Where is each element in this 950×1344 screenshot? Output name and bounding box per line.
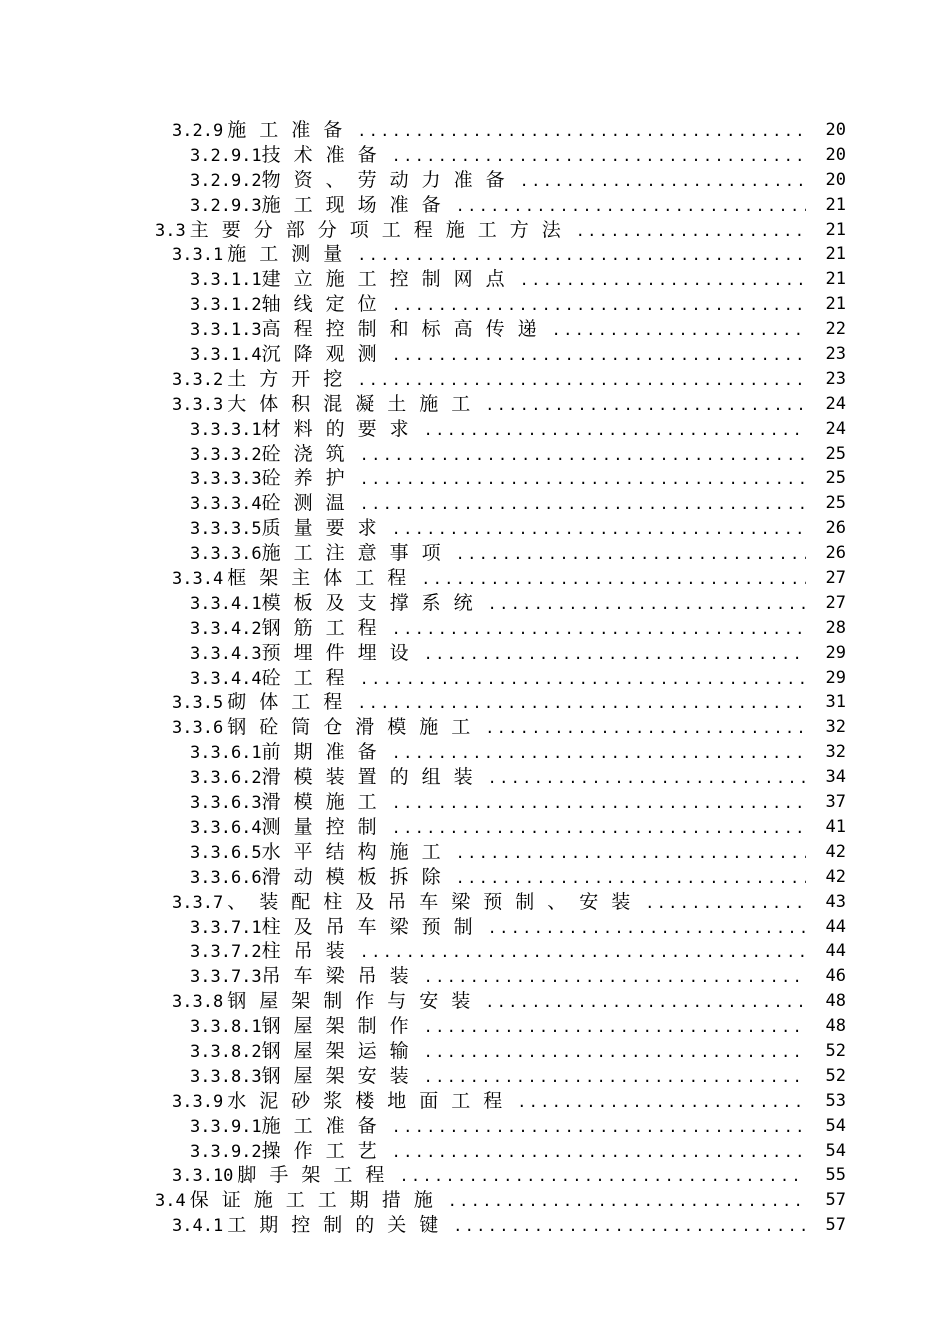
toc-entry-number: 3.3.4 xyxy=(172,569,224,590)
toc-entry-number: 3.3.6.3 xyxy=(190,793,262,814)
toc-entry-number: 3.3.6 xyxy=(172,718,224,739)
toc-dot-leader xyxy=(360,467,806,492)
toc-entry-line xyxy=(172,690,806,716)
toc-entry-title: 钢筋工程 xyxy=(261,616,390,639)
toc-entry-number: 3.3.4.2 xyxy=(190,618,262,639)
toc-entry[interactable] xyxy=(0,616,950,641)
toc-entry-number: 3.3.3.4 xyxy=(190,494,262,515)
toc-entry-page-number: 27 xyxy=(825,568,846,589)
toc-entry-title: 操作工艺 xyxy=(261,1139,390,1162)
toc-entry[interactable] xyxy=(0,690,950,715)
toc-entry[interactable] xyxy=(0,193,950,218)
toc-entry-number: 3.4 xyxy=(155,1191,186,1212)
toc-dot-leader xyxy=(392,816,806,841)
toc-entry[interactable] xyxy=(0,1163,950,1188)
toc-entry-line xyxy=(190,516,806,542)
toc-entry[interactable] xyxy=(0,566,950,591)
toc-entry-title: 建立施工控制网点 xyxy=(261,268,518,291)
toc-entry[interactable] xyxy=(0,1064,950,1089)
toc-entry-number: 3.3.6.2 xyxy=(190,768,262,789)
toc-dot-leader xyxy=(357,243,806,268)
toc-entry[interactable] xyxy=(0,292,950,317)
toc-entry-title: 滑模施工 xyxy=(261,791,390,814)
toc-entry-number: 3.3.2 xyxy=(172,369,224,390)
toc-entry-line xyxy=(172,392,806,418)
toc-entry-line xyxy=(190,417,806,443)
toc-entry-number: 3.3.1 xyxy=(172,245,224,266)
toc-dot-leader xyxy=(424,1065,806,1090)
toc-entry-number: 3.3.3.5 xyxy=(190,519,262,540)
toc-entry-title: 柱吊装 xyxy=(261,940,358,963)
toc-entry[interactable] xyxy=(0,989,950,1014)
toc-entry-page-number: 25 xyxy=(825,443,846,464)
toc-entry[interactable] xyxy=(0,915,950,940)
toc-entry-page-number: 22 xyxy=(825,319,846,340)
toc-entry-title: 砼工程 xyxy=(261,666,358,689)
toc-dot-leader xyxy=(424,1015,806,1040)
toc-entry-title: 模板及支撑系统 xyxy=(261,591,486,614)
toc-entry-page-number: 25 xyxy=(825,493,846,514)
toc-entry[interactable] xyxy=(0,1039,950,1064)
toc-dot-leader xyxy=(392,791,806,816)
toc-entry-page-number: 44 xyxy=(825,941,846,962)
toc-entry-page-number: 21 xyxy=(825,219,846,240)
toc-entry[interactable] xyxy=(0,1114,950,1139)
toc-entry-line xyxy=(190,740,806,766)
toc-entry-page-number: 54 xyxy=(825,1140,846,1161)
toc-entry[interactable] xyxy=(0,666,950,691)
toc-dot-leader xyxy=(645,891,806,916)
toc-entry-title: 砌体工程 xyxy=(227,691,356,714)
toc-entry[interactable] xyxy=(0,840,950,865)
toc-entry-title: 工期控制的关键 xyxy=(227,1214,452,1237)
toc-entry-title: 水平结构施工 xyxy=(261,840,454,863)
toc-entry-page-number: 53 xyxy=(825,1090,846,1111)
toc-entry-title: 主要分部分项工程施工方法 xyxy=(189,218,574,241)
toc-dot-leader xyxy=(421,567,806,592)
toc-entry-title: 大体积混凝土施工 xyxy=(227,392,484,415)
toc-entry-line xyxy=(190,616,806,642)
toc-entry[interactable] xyxy=(0,740,950,765)
table-of-contents xyxy=(0,118,950,1238)
toc-entry-line xyxy=(190,342,806,368)
toc-dot-leader xyxy=(357,119,806,144)
toc-dot-leader xyxy=(392,617,806,642)
toc-entry-title: 钢屋架安装 xyxy=(261,1064,422,1087)
toc-entry-page-number: 46 xyxy=(825,966,846,987)
toc-dot-leader xyxy=(520,268,806,293)
toc-entry-title: 技术准备 xyxy=(261,143,390,166)
toc-entry[interactable] xyxy=(0,466,950,491)
toc-entry-line xyxy=(190,840,806,866)
toc-dot-leader xyxy=(392,343,806,368)
toc-dot-leader xyxy=(392,741,806,766)
toc-entry-number: 3.3.8.3 xyxy=(190,1066,262,1087)
toc-entry-title: 脚手架工程 xyxy=(237,1164,398,1187)
toc-entry-number: 3.3.1.2 xyxy=(190,295,262,316)
toc-entry-title: 柱及吊车梁预制 xyxy=(261,915,486,938)
toc-entry-page-number: 52 xyxy=(825,1040,846,1061)
toc-entry-page-number: 44 xyxy=(825,916,846,937)
toc-entry-page-number: 42 xyxy=(825,866,846,887)
toc-entry-number: 3.3 xyxy=(155,220,186,241)
toc-entry[interactable] xyxy=(0,516,950,541)
toc-entry-title: 施工测量 xyxy=(227,243,356,266)
toc-entry[interactable] xyxy=(0,317,950,342)
toc-entry-number: 3.3.8 xyxy=(172,992,224,1013)
toc-dot-leader xyxy=(456,542,806,567)
toc-entry[interactable] xyxy=(0,242,950,267)
toc-entry-number: 3.3.3.3 xyxy=(190,469,262,490)
toc-dot-leader xyxy=(392,1140,806,1165)
toc-entry-page-number: 26 xyxy=(825,518,846,539)
toc-entry-number: 3.3.1.1 xyxy=(190,270,262,291)
toc-dot-leader xyxy=(360,940,806,965)
toc-entry-page-number: 48 xyxy=(825,1016,846,1037)
toc-dot-leader xyxy=(424,418,806,443)
toc-entry[interactable] xyxy=(0,815,950,840)
toc-entry-page-number: 41 xyxy=(825,816,846,837)
toc-entry-page-number: 21 xyxy=(825,244,846,265)
toc-entry-line xyxy=(172,989,806,1015)
toc-entry-title: 土方开挖 xyxy=(227,367,356,390)
toc-entry-title: 施工准备 xyxy=(227,119,356,141)
toc-entry[interactable] xyxy=(0,392,950,417)
toc-dot-leader xyxy=(485,716,806,741)
toc-entry-line xyxy=(172,715,806,741)
toc-entry[interactable] xyxy=(0,491,950,516)
toc-entry-title: 钢屋架制作与安装 xyxy=(227,990,484,1013)
toc-entry-page-number: 34 xyxy=(825,767,846,788)
toc-entry-line xyxy=(190,193,806,219)
toc-entry-number: 3.2.9 xyxy=(172,121,224,141)
toc-entry-line xyxy=(190,466,806,492)
toc-entry-line xyxy=(172,367,806,393)
toc-entry[interactable] xyxy=(0,541,950,566)
toc-dot-leader xyxy=(392,144,806,169)
toc-entry-title: 测量控制 xyxy=(261,815,390,838)
toc-entry-page-number: 23 xyxy=(825,344,846,365)
toc-entry-line xyxy=(190,915,806,941)
toc-entry-title: 轴线定位 xyxy=(261,293,390,316)
toc-entry-line xyxy=(172,1213,806,1239)
toc-dot-leader xyxy=(360,443,806,468)
toc-entry-title: 高程控制和标高传递 xyxy=(261,318,550,341)
toc-entry-title: 物资、劳动力准备 xyxy=(261,168,518,191)
toc-dot-leader xyxy=(488,916,806,941)
toc-entry-title: 滑模装置的组装 xyxy=(261,766,486,789)
toc-entry-number: 3.2.9.3 xyxy=(190,195,262,216)
toc-entry-number: 3.3.4.3 xyxy=(190,643,262,664)
toc-entry-line xyxy=(190,591,806,617)
toc-entry-page-number: 54 xyxy=(825,1115,846,1136)
toc-entry-number: 3.3.7 xyxy=(172,892,224,913)
toc-entry-page-number: 28 xyxy=(825,617,846,638)
toc-entry-page-number: 20 xyxy=(825,120,846,140)
toc-entry-line xyxy=(190,815,806,841)
toc-dot-leader xyxy=(357,368,806,393)
toc-entry-line xyxy=(155,218,806,244)
toc-entry[interactable] xyxy=(0,964,950,989)
toc-entry-number: 3.2.9.1 xyxy=(190,145,262,166)
toc-entry-number: 3.3.6.6 xyxy=(190,867,262,888)
toc-entry-line xyxy=(190,491,806,517)
toc-entry-title: 、装配柱及吊车梁预制、安装 xyxy=(227,890,644,913)
toc-entry[interactable] xyxy=(0,168,950,193)
toc-entry-number: 3.3.3.6 xyxy=(190,544,262,565)
toc-dot-leader xyxy=(517,1090,806,1115)
toc-entry-line xyxy=(190,1114,806,1140)
toc-entry[interactable] xyxy=(0,641,950,666)
toc-entry-title: 前期准备 xyxy=(261,741,390,764)
toc-entry[interactable] xyxy=(0,218,950,243)
toc-entry-line xyxy=(190,765,806,791)
toc-entry-number: 3.3.10 xyxy=(172,1166,234,1187)
toc-dot-leader xyxy=(448,1189,806,1214)
toc-entry-title: 钢屋架运输 xyxy=(261,1039,422,1062)
toc-entry-title: 吊车梁吊装 xyxy=(261,965,422,988)
toc-entry-number: 3.3.1.3 xyxy=(190,320,262,341)
toc-entry-page-number: 21 xyxy=(825,294,846,315)
toc-dot-leader xyxy=(392,1115,806,1140)
toc-entry[interactable] xyxy=(0,143,950,168)
toc-entry-page-number: 43 xyxy=(825,891,846,912)
toc-entry-line xyxy=(190,641,806,667)
toc-entry[interactable] xyxy=(0,417,950,442)
toc-entry[interactable] xyxy=(0,1188,950,1213)
toc-dot-leader xyxy=(399,1164,806,1189)
toc-entry-line xyxy=(172,890,806,916)
toc-entry[interactable] xyxy=(0,367,950,392)
toc-entry-number: 3.3.8.2 xyxy=(190,1041,262,1062)
toc-dot-leader xyxy=(453,1214,806,1239)
toc-entry-line xyxy=(190,267,806,293)
toc-dot-leader xyxy=(456,841,806,866)
toc-entry-page-number: 37 xyxy=(825,792,846,813)
toc-entry-page-number: 20 xyxy=(825,169,846,190)
toc-entry-title: 保证施工工期措施 xyxy=(189,1189,446,1212)
toc-entry-page-number: 52 xyxy=(825,1065,846,1086)
toc-entry-page-number: 27 xyxy=(825,592,846,613)
toc-dot-leader xyxy=(424,1040,806,1065)
toc-entry[interactable] xyxy=(0,890,950,915)
toc-entry-number: 3.3.6.1 xyxy=(190,743,262,764)
toc-entry[interactable] xyxy=(0,267,950,292)
toc-entry-line xyxy=(190,143,806,169)
toc-entry-title: 施工注意事项 xyxy=(261,542,454,565)
toc-entry[interactable] xyxy=(0,939,950,964)
toc-entry[interactable] xyxy=(0,342,950,367)
toc-entry-title: 水泥砂浆楼地面工程 xyxy=(227,1089,516,1112)
toc-entry-line xyxy=(190,317,806,343)
toc-dot-leader xyxy=(392,293,806,318)
toc-entry-title: 框架主体工程 xyxy=(227,567,420,590)
toc-entry-number: 3.3.4.4 xyxy=(190,668,262,689)
toc-entry-title: 沉降观测 xyxy=(261,343,390,366)
toc-entry-title: 滑动模板拆除 xyxy=(261,865,454,888)
toc-entry-title: 砼测温 xyxy=(261,492,358,515)
toc-entry-title: 材料的要求 xyxy=(261,417,422,440)
toc-entry-line xyxy=(172,1163,806,1189)
toc-dot-leader xyxy=(576,219,806,244)
toc-entry-number: 3.3.1.4 xyxy=(190,345,262,366)
toc-dot-leader xyxy=(456,866,806,891)
toc-dot-leader xyxy=(488,766,806,791)
toc-entry[interactable] xyxy=(0,442,950,467)
toc-dot-leader xyxy=(485,393,806,418)
toc-entry-line xyxy=(190,865,806,891)
toc-dot-leader xyxy=(456,194,806,219)
toc-dot-leader xyxy=(424,965,806,990)
toc-dot-leader xyxy=(360,667,806,692)
toc-entry-line xyxy=(172,118,806,144)
toc-entry-number: 3.3.7.2 xyxy=(190,942,262,963)
toc-entry-title: 质量要求 xyxy=(261,517,390,540)
toc-entry-title: 预埋件埋设 xyxy=(261,641,422,664)
toc-entry-number: 3.3.6.5 xyxy=(190,842,262,863)
toc-entry-line xyxy=(190,1039,806,1065)
toc-entry-title: 砼浇筑 xyxy=(261,442,358,465)
toc-entry-page-number: 21 xyxy=(825,194,846,215)
toc-entry-page-number: 24 xyxy=(825,418,846,439)
toc-entry-line xyxy=(190,1064,806,1090)
toc-entry-line xyxy=(190,790,806,816)
toc-entry-title: 施工准备 xyxy=(261,1114,390,1137)
toc-entry-page-number: 20 xyxy=(825,144,846,165)
toc-entry-number: 3.3.7.1 xyxy=(190,917,262,938)
toc-entry[interactable] xyxy=(0,1089,950,1114)
toc-entry-number: 3.3.3.1 xyxy=(190,419,262,440)
toc-entry-title: 钢屋架制作 xyxy=(261,1015,422,1038)
toc-entry-page-number: 25 xyxy=(825,468,846,489)
toc-entry-number: 3.3.7.3 xyxy=(190,967,262,988)
toc-entry-line xyxy=(190,168,806,194)
toc-entry-page-number: 24 xyxy=(825,393,846,414)
toc-entry-number: 3.3.8.1 xyxy=(190,1017,262,1038)
toc-entry-number: 3.2.9.2 xyxy=(190,170,262,191)
toc-dot-leader xyxy=(552,318,806,343)
toc-entry-page-number: 23 xyxy=(825,368,846,389)
toc-entry-number: 3.3.6.4 xyxy=(190,817,262,838)
toc-entry[interactable] xyxy=(0,591,950,616)
toc-entry-line xyxy=(190,442,806,468)
toc-entry-page-number: 57 xyxy=(825,1190,846,1211)
toc-entry[interactable] xyxy=(0,1014,950,1039)
toc-entry-page-number: 57 xyxy=(825,1215,846,1236)
toc-dot-leader xyxy=(424,642,806,667)
toc-entry-line xyxy=(190,292,806,318)
toc-entry-page-number: 32 xyxy=(825,742,846,763)
toc-entry-line xyxy=(190,964,806,990)
toc-entry[interactable] xyxy=(0,118,950,143)
toc-entry-number: 3.3.5 xyxy=(172,693,224,714)
toc-entry-line xyxy=(172,242,806,268)
toc-entry-page-number: 55 xyxy=(825,1165,846,1186)
toc-dot-leader xyxy=(488,592,806,617)
toc-entry-page-number: 21 xyxy=(825,269,846,290)
toc-entry-number: 3.3.9.1 xyxy=(190,1116,262,1137)
toc-entry-line xyxy=(190,666,806,692)
toc-entry-page-number: 29 xyxy=(825,667,846,688)
toc-dot-leader xyxy=(357,691,806,716)
toc-entry[interactable] xyxy=(0,1213,950,1238)
toc-entry-line xyxy=(190,1139,806,1165)
toc-entry-page-number: 32 xyxy=(825,717,846,738)
toc-entry-page-number: 31 xyxy=(825,692,846,713)
toc-dot-leader xyxy=(485,990,806,1015)
toc-dot-leader xyxy=(392,517,806,542)
toc-entry-page-number: 42 xyxy=(825,841,846,862)
toc-entry[interactable] xyxy=(0,865,950,890)
toc-entry-line xyxy=(172,1089,806,1115)
toc-entry[interactable] xyxy=(0,790,950,815)
toc-entry[interactable] xyxy=(0,1139,950,1164)
toc-entry-title: 砼养护 xyxy=(261,467,358,490)
toc-entry-line xyxy=(190,541,806,567)
toc-dot-leader xyxy=(520,169,806,194)
toc-entry-page-number: 26 xyxy=(825,543,846,564)
toc-entry-page-number: 48 xyxy=(825,991,846,1012)
toc-entry-page-number: 29 xyxy=(825,642,846,663)
toc-entry-line xyxy=(155,1188,806,1214)
toc-entry-title: 施工现场准备 xyxy=(261,193,454,216)
toc-entry-number: 3.3.9 xyxy=(172,1091,224,1112)
toc-entry-number: 3.3.4.1 xyxy=(190,593,262,614)
toc-dot-leader xyxy=(360,492,806,517)
toc-entry-title: 钢砼筒仓滑模施工 xyxy=(227,716,484,739)
toc-entry[interactable] xyxy=(0,765,950,790)
toc-entry-number: 3.3.3.2 xyxy=(190,444,262,465)
toc-entry-line xyxy=(190,1014,806,1040)
toc-entry-line xyxy=(190,939,806,965)
toc-entry-number: 3.3.3 xyxy=(172,394,224,415)
toc-entry-number: 3.4.1 xyxy=(172,1216,224,1237)
toc-entry[interactable] xyxy=(0,715,950,740)
toc-entry-line xyxy=(172,566,806,592)
toc-entry-number: 3.3.9.2 xyxy=(190,1141,262,1162)
